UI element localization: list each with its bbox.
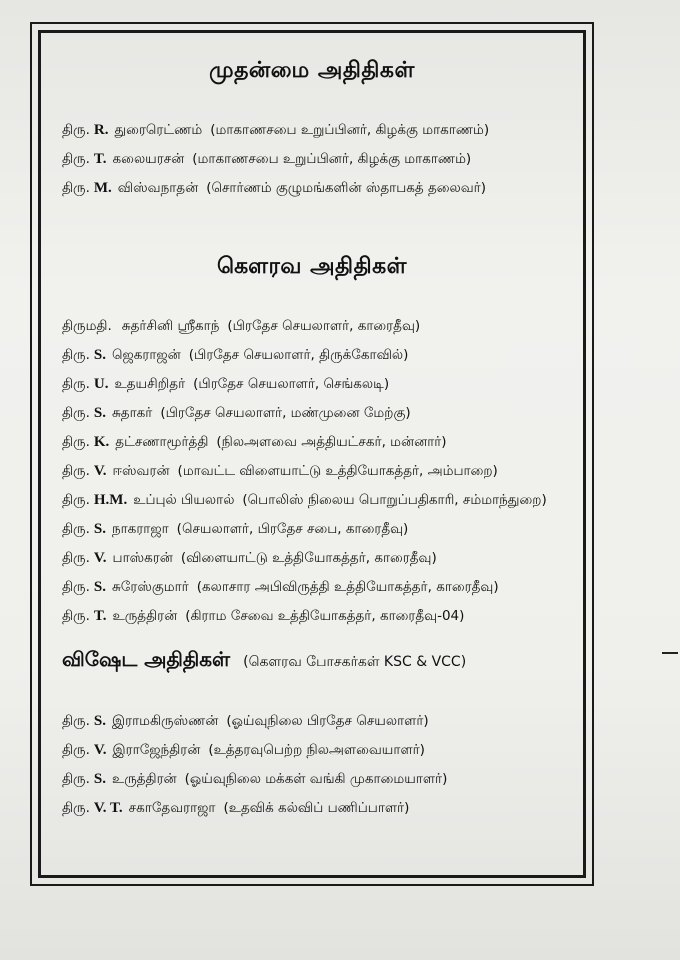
guest-designation: (மாவட்ட விளையாட்டு உத்தியோகத்தர், அம்பாறை) bbox=[177, 463, 498, 479]
guest-entry bbox=[62, 736, 447, 765]
guest-designation: (பிரதேச செயலாளர், மண்முனை மேற்கு) bbox=[160, 405, 411, 421]
guest-honorific: திரு. bbox=[62, 579, 90, 595]
guest-honorific: திருமதி. bbox=[62, 318, 112, 334]
guest-name: உதயசிறிதர் bbox=[114, 376, 186, 392]
guests-of-honour-list bbox=[62, 312, 547, 631]
guest-designation: (ஓய்வுநிலை மக்கள் வங்கி முகாமையாளர்) bbox=[184, 771, 448, 787]
guest-name: உருத்திரன் bbox=[112, 608, 178, 624]
guest-name: சுதர்சினி ஸ்ரீகாந் bbox=[121, 318, 220, 334]
guest-designation: (செயலாளர், பிரதேச சபை, காரைதீவு) bbox=[176, 521, 409, 537]
section-heading-chief-guests: முதன்மை அதிதிகள் bbox=[209, 58, 415, 83]
guest-name: நாகராஜா bbox=[111, 521, 169, 537]
guest-entry bbox=[62, 312, 547, 341]
guest-name: உப்புல் பியலால் bbox=[133, 492, 235, 508]
guest-initial: M. bbox=[93, 180, 112, 196]
guest-designation: (மாகாணசபை உறுப்பினர், கிழக்கு மாகாணம்) bbox=[210, 122, 490, 138]
guest-initial: S. bbox=[93, 713, 106, 729]
guest-initial: U. bbox=[93, 376, 109, 392]
guest-honorific: திரு. bbox=[62, 122, 90, 138]
guest-initial: S. bbox=[93, 405, 106, 421]
guest-honorific: திரு. bbox=[62, 521, 90, 537]
guest-entry bbox=[62, 341, 547, 370]
guest-entry bbox=[62, 707, 447, 736]
guest-designation: (பிரதேச செயலாளர், செங்கலடி) bbox=[193, 376, 390, 392]
guest-honorific: திரு. bbox=[62, 550, 90, 566]
guest-initial: S. bbox=[93, 771, 106, 787]
guest-initial: V. bbox=[93, 550, 107, 566]
guest-entry bbox=[62, 794, 447, 823]
guest-designation: (பிரதேச செயலாளர், திருக்கோவில்) bbox=[188, 347, 409, 363]
guest-entry bbox=[62, 457, 547, 486]
guest-honorific: திரு. bbox=[62, 405, 90, 421]
guest-initial: T. bbox=[93, 151, 107, 167]
guest-entry bbox=[62, 765, 447, 794]
guest-honorific: திரு. bbox=[62, 742, 90, 758]
guest-name: கலையரசன் bbox=[112, 151, 185, 167]
guest-entry bbox=[62, 602, 547, 631]
chief-guests-list bbox=[62, 116, 489, 203]
guest-designation: (மாகாணசபை உறுப்பினர், கிழக்கு மாகாணம்) bbox=[192, 151, 472, 167]
guest-name: சுதாகர் bbox=[111, 405, 153, 421]
guest-entry bbox=[62, 370, 547, 399]
guest-initial: S. bbox=[93, 521, 106, 537]
guest-entry bbox=[62, 116, 489, 145]
guest-entry bbox=[62, 486, 547, 515]
guest-designation: (கிராம சேவை உத்தியோகத்தர், காரைதீவு-04) bbox=[185, 608, 465, 624]
guest-honorific: திரு. bbox=[62, 151, 90, 167]
section-heading-special-guests: விஷேட அதிதிகள் bbox=[62, 647, 231, 671]
guest-name: ஜெகராஜன் bbox=[111, 347, 181, 363]
guest-entry bbox=[62, 399, 547, 428]
guest-honorific: திரு. bbox=[62, 800, 90, 816]
special-guests-list bbox=[62, 707, 447, 823]
guest-entry bbox=[62, 145, 489, 174]
guest-name: உருத்திரன் bbox=[111, 771, 177, 787]
guest-name: துரைரெட்ணம் bbox=[114, 122, 203, 138]
guest-designation: (கலாசார அபிவிருத்தி உத்தியோகத்தர், காரைதீவு) bbox=[196, 579, 499, 595]
guest-designation: (விளையாட்டு உத்தியோகத்தர், காரைதீவு) bbox=[180, 550, 437, 566]
guest-designation: (உதவிக் கல்விப் பணிப்பாளர்) bbox=[223, 800, 410, 816]
edge-mark bbox=[662, 652, 678, 654]
guest-designation: (நிலஅளவை அத்தியட்சகர், மன்னார்) bbox=[216, 434, 447, 450]
guest-initial: T. bbox=[93, 608, 107, 624]
guest-designation: (பிரதேச செயலாளர், காரைதீவு) bbox=[227, 318, 421, 334]
guest-designation: (உத்தரவுபெற்ற நிலஅளவையாளர்) bbox=[208, 742, 425, 758]
guest-initial: H.M. bbox=[93, 492, 128, 508]
special-guests-subheading: (கௌரவ போசகர்கள் KSC & VCC) bbox=[243, 654, 467, 670]
special-guests-heading-row bbox=[62, 647, 466, 674]
guest-honorific: திரு. bbox=[62, 180, 90, 196]
guest-name: ஈஸ்வரன் bbox=[112, 463, 170, 479]
guest-initial: V. T. bbox=[93, 800, 123, 816]
guest-honorific: திரு. bbox=[62, 608, 90, 624]
guest-name: தட்சணாமூர்த்தி bbox=[115, 434, 209, 450]
guest-initial: S. bbox=[93, 347, 106, 363]
guest-name: சுரேஸ்குமார் bbox=[111, 579, 189, 595]
guest-initial: V. bbox=[93, 463, 107, 479]
guest-designation: (சொர்ணம் குழுமங்களின் ஸ்தாபகத் தலைவர்) bbox=[206, 180, 486, 196]
guest-designation: (ஓய்வுநிலை பிரதேச செயலாளர்) bbox=[226, 713, 429, 729]
guest-initial: R. bbox=[93, 122, 109, 138]
guest-entry bbox=[62, 174, 489, 203]
guest-honorific: திரு. bbox=[62, 434, 90, 450]
guest-entry bbox=[62, 573, 547, 602]
guest-initial: K. bbox=[93, 434, 110, 450]
guest-entry bbox=[62, 428, 547, 457]
guest-name: விஸ்வநாதன் bbox=[117, 180, 199, 196]
guest-honorific: திரு. bbox=[62, 347, 90, 363]
guest-honorific: திரு. bbox=[62, 492, 90, 508]
guest-name: சகாதேவராஜா bbox=[128, 800, 216, 816]
guest-name: இராஜேந்திரன் bbox=[112, 742, 201, 758]
guest-honorific: திரு. bbox=[62, 771, 90, 787]
section-heading-guests-of-honour: கௌரவ அதிதிகள் bbox=[216, 254, 408, 279]
guest-honorific: திரு. bbox=[62, 376, 90, 392]
guest-name: இராமகிருஸ்ணன் bbox=[111, 713, 219, 729]
guest-name: பாஸ்கரன் bbox=[112, 550, 173, 566]
guest-entry bbox=[62, 515, 547, 544]
guest-honorific: திரு. bbox=[62, 463, 90, 479]
guest-honorific: திரு. bbox=[62, 713, 90, 729]
guest-initial: S. bbox=[93, 579, 106, 595]
guest-entry bbox=[62, 544, 547, 573]
guest-designation: (பொலிஸ் நிலைய பொறுப்பதிகாரி, சம்மாந்துறை) bbox=[242, 492, 547, 508]
guest-initial: V. bbox=[93, 742, 107, 758]
